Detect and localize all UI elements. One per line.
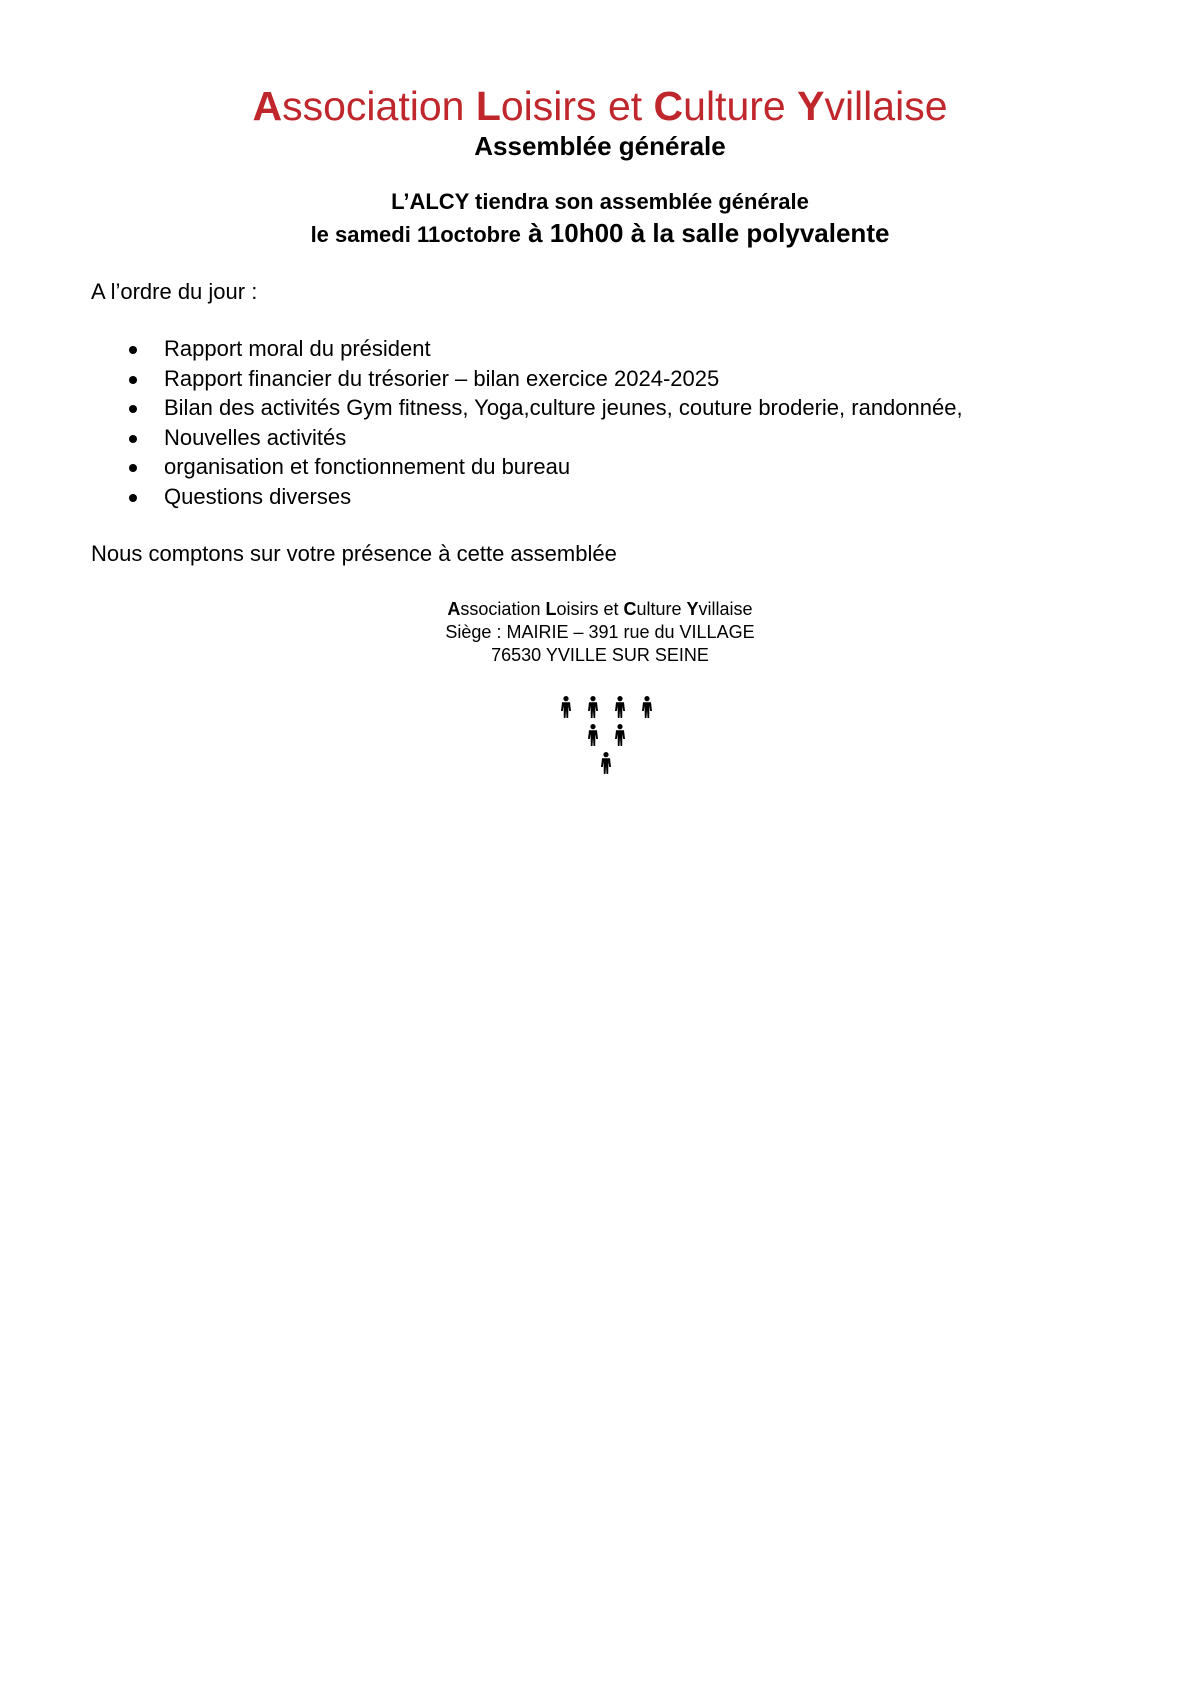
footer-address-line-2: 76530 YVILLE SUR SEINE [491,645,709,665]
association-title [0,80,1200,132]
person-icon [588,724,598,746]
footer-name-part: villaise [698,599,753,619]
person-icon [615,724,625,746]
footer-address [0,598,1200,667]
person-icon [588,696,598,718]
agenda-item: Bilan des activités Gym fitness, Yoga,culture jeunes, couture broderie, randonnée, [122,393,963,423]
agenda-item: Rapport moral du président [122,334,963,364]
person-icon [642,696,652,718]
closing-sentence: Nous comptons sur votre présence à cette assemblée [91,541,617,566]
title-initial-y: Y [797,83,825,129]
footer-initial-l: L [545,599,557,619]
title-initial-c: C [653,83,684,129]
footer-name-part: ulture [636,599,687,619]
announcement-line-2 [0,216,1200,255]
announcement-line-1: L’ALCY tiendra son assemblée générale [391,189,809,214]
footer-address-line-1: Siège : MAIRIE – 391 rue du VILLAGE [445,622,755,642]
announcement-time-place: à 10h00 à la salle polyvalente [520,218,890,248]
footer-initial-a: A [447,599,461,619]
title-part: ulture [683,83,798,129]
people-pyramid-icon [550,696,660,782]
person-icon [615,696,625,718]
announcement-date: le samedi 11octobre [310,222,521,247]
person-icon [561,696,571,718]
agenda-item: Rapport financier du trésorier – bilan exercice 2024-2025 [122,364,963,394]
agenda-intro: A l’ordre du jour : [91,279,258,304]
footer-initial-y: Y [686,599,699,619]
people-row-bottom [601,752,611,774]
people-row-top [561,696,652,718]
document-subtitle: Assemblée générale [474,131,726,161]
people-row-middle [588,724,625,746]
title-part: villaise [824,83,948,129]
footer-association-name [0,598,1200,621]
footer-initial-c: C [623,599,637,619]
agenda-item: Nouvelles activités [122,423,963,453]
title-part: ssociation [282,83,476,129]
title-initial-a: A [252,83,283,129]
title-initial-l: L [475,83,501,129]
person-icon [601,752,611,774]
agenda-list [122,334,963,512]
footer-name-part: oisirs et [556,599,624,619]
agenda-item: Questions diverses [122,482,963,512]
title-part: oisirs et [500,83,654,129]
footer-name-part: ssociation [460,599,546,619]
agenda-item: organisation et fonctionnement du bureau [122,452,963,482]
